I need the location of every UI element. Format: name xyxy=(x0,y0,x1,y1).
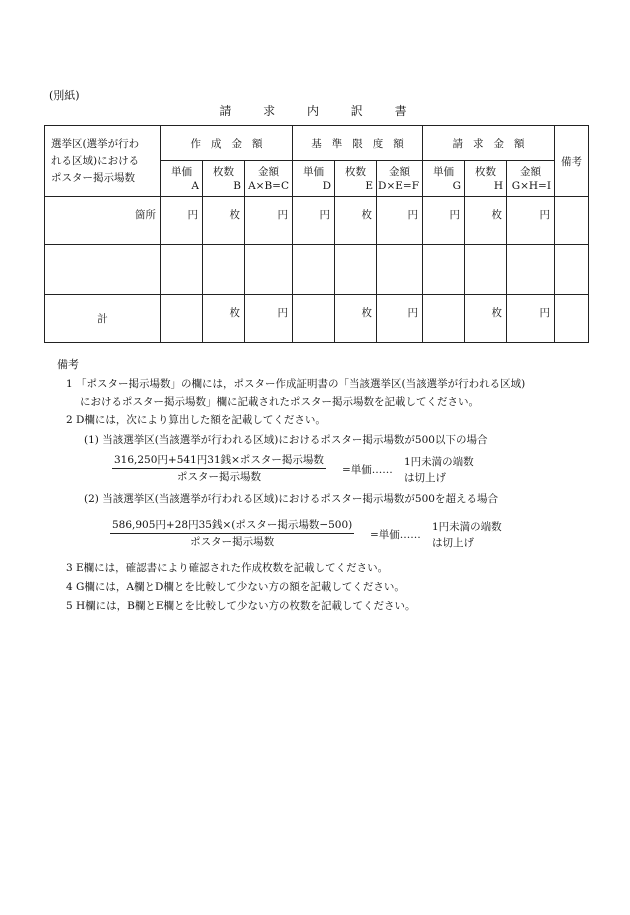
cell-count-h[interactable]: 枚 xyxy=(465,197,507,245)
sub-header-h: 枚数 H xyxy=(465,161,507,197)
total-cell-c[interactable]: 円 xyxy=(245,295,293,343)
formula-1 xyxy=(112,452,326,484)
cell-area[interactable]: 箇所 xyxy=(45,197,161,245)
total-cell-i[interactable]: 円 xyxy=(507,295,555,343)
page-title: 請 求 内 訳 書 xyxy=(219,104,421,118)
formula-1-denominator: ポスター掲示場数 xyxy=(176,471,261,483)
note-5: 5 H欄には，B欄とE欄とを比較して少ない方の枚数を記載してください。 xyxy=(66,600,416,612)
cell-empty[interactable] xyxy=(245,245,293,295)
sub-header-d: 単価 D xyxy=(293,161,335,197)
sub-header-b: 枚数 B xyxy=(203,161,245,197)
note-3: 3 E欄には，確認書により確認された作成枚数を記載してください。 xyxy=(66,562,389,574)
total-row xyxy=(45,295,589,343)
cell-empty[interactable] xyxy=(507,245,555,295)
note-4: 4 G欄には，A欄とD欄とを比較して少ない方の額を記載してください。 xyxy=(66,581,405,593)
formula-1-rounding-2: は切上げ xyxy=(404,472,446,484)
formula-2-equals: =単価…… xyxy=(370,529,421,541)
cell-count-b[interactable]: 枚 xyxy=(203,197,245,245)
cell-empty[interactable] xyxy=(45,245,161,295)
notes-heading: 備考 xyxy=(57,358,79,371)
breakdown-table xyxy=(44,125,589,343)
formula-1-numerator: 316,250円+541円31銭×ポスター掲示場数 xyxy=(112,452,326,469)
table-row xyxy=(45,197,589,245)
cell-unit-price-a[interactable]: 円 xyxy=(161,197,203,245)
group-header-limit: 基準限度額 xyxy=(293,126,423,161)
group-header-claim: 請求金額 xyxy=(423,126,555,161)
total-cell-g[interactable] xyxy=(423,295,465,343)
formula-2 xyxy=(110,517,354,549)
total-cell-d[interactable] xyxy=(293,295,335,343)
cell-empty[interactable] xyxy=(293,245,335,295)
sub-header-a: 単価 A xyxy=(161,161,203,197)
sub-header-c: 金額 A×B=C xyxy=(245,161,293,197)
cell-empty[interactable] xyxy=(377,245,423,295)
cell-empty[interactable] xyxy=(465,245,507,295)
formula-2-denominator: ポスター掲示場数 xyxy=(190,536,275,548)
cell-empty[interactable] xyxy=(335,245,377,295)
sub-header-e: 枚数 E xyxy=(335,161,377,197)
note-1-line-2: におけるポスター掲示場数」欄に記載されたポスター掲示場数を記載してください。 xyxy=(80,396,479,408)
note-2-case-2: (2) 当該選挙区(当該選挙が行われる区域)におけるポスター掲示場数が500を超える場合 xyxy=(84,493,498,505)
group-header-created: 作成金額 xyxy=(161,126,293,161)
total-cell-b[interactable]: 枚 xyxy=(203,295,245,343)
total-label: 計 xyxy=(45,295,161,343)
cell-amount-c[interactable]: 円 xyxy=(245,197,293,245)
cell-unit-price-d[interactable]: 円 xyxy=(293,197,335,245)
cell-empty[interactable] xyxy=(203,245,245,295)
note-2-case-1: (1) 当該選挙区(当該選挙が行われる区域)におけるポスター掲示場数が500以下の場合 xyxy=(84,434,488,446)
cell-count-e[interactable]: 枚 xyxy=(335,197,377,245)
formula-2-rounding-1: 1円未満の端数 xyxy=(432,521,502,533)
note-2: 2 D欄には，次により算出した額を記載してください。 xyxy=(66,414,326,426)
formula-1-equals: =単価…… xyxy=(342,464,393,476)
cell-empty[interactable] xyxy=(161,245,203,295)
formula-2-rounding-2: は切上げ xyxy=(432,537,474,549)
note-1-line-1: 1 「ポスター掲示場数」の欄には，ポスター作成証明書の「当該選挙区(当該選挙が行われる区域) xyxy=(66,378,526,390)
total-cell-h[interactable]: 枚 xyxy=(465,295,507,343)
cell-empty[interactable] xyxy=(423,245,465,295)
formula-1-rounding-1: 1円未満の端数 xyxy=(404,456,474,468)
cell-remarks[interactable] xyxy=(555,197,589,245)
cell-amount-i[interactable]: 円 xyxy=(507,197,555,245)
cell-amount-f[interactable]: 円 xyxy=(377,197,423,245)
area-header: 選挙区(選挙が行わ れる区域)における ポスター掲示場数 xyxy=(45,126,161,197)
sub-header-f: 金額 D×E=F xyxy=(377,161,423,197)
total-cell-a[interactable] xyxy=(161,295,203,343)
attachment-tag: (別紙) xyxy=(49,89,80,102)
total-cell-f[interactable]: 円 xyxy=(377,295,423,343)
total-cell-e[interactable]: 枚 xyxy=(335,295,377,343)
total-cell-remarks[interactable] xyxy=(555,295,589,343)
remarks-header: 備考 xyxy=(555,126,589,197)
cell-unit-price-g[interactable]: 円 xyxy=(423,197,465,245)
cell-empty[interactable] xyxy=(555,245,589,295)
formula-2-numerator: 586,905円+28円35銭×(ポスター掲示場数−500) xyxy=(110,517,354,534)
table-row xyxy=(45,245,589,295)
sub-header-i: 金額 G×H=I xyxy=(507,161,555,197)
sub-header-g: 単価 G xyxy=(423,161,465,197)
